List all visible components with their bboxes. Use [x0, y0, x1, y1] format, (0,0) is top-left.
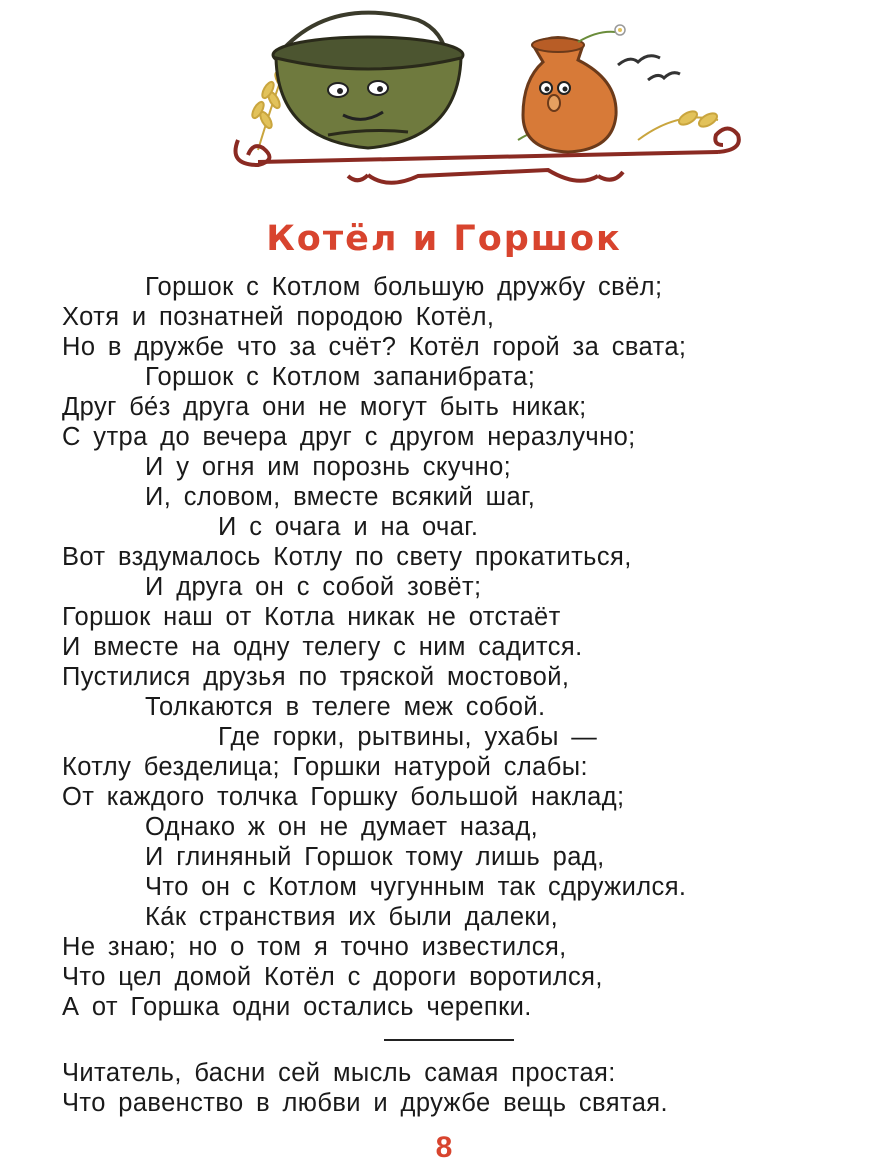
clay-pot-icon: [523, 38, 616, 153]
verse-line: Котлу безделица; Горшки натурой слабы:: [62, 753, 588, 781]
cauldron-icon: [273, 13, 463, 148]
header-illustration: [218, 0, 748, 192]
verse-line: Но в дружбе что за счёт? Котёл горой за свата;: [62, 333, 687, 361]
page-number: 8: [435, 1131, 453, 1164]
verse-line: И друга он с собой зовёт;: [145, 573, 482, 601]
flower-icon: [578, 25, 625, 42]
verse-line: Что цел домой Котёл с дороги воротился,: [62, 963, 603, 991]
verse-line: А от Горшка одни остались черепки.: [62, 993, 532, 1021]
moral-line: Читатель, басни сей мысль самая простая:: [62, 1059, 616, 1087]
moral-line: Что равенство в любви и дружбе вещь святая.: [62, 1089, 668, 1117]
birds-icon: [618, 56, 680, 80]
verse-line: Горшок с Котлом запанибрата;: [145, 363, 536, 391]
verse-line: И, словом, вместе всякий шаг,: [145, 483, 536, 511]
verse-line: Друг бе́з друга они не могут быть никак;: [62, 393, 587, 421]
verse-line: От каждого толчка Горшку большой наклад;: [62, 783, 625, 811]
verse-line: Не знаю; но о том я точно известился,: [62, 933, 567, 961]
verse-line: Однако ж он не думает назад,: [145, 813, 539, 841]
verse-line: Пустилися друзья по тряской мостовой,: [62, 663, 570, 691]
verse-line: Вот вздумалось Котлу по свету прокатиться,: [62, 543, 632, 571]
verse-line: Ка́к странствия их были далеки,: [145, 903, 559, 931]
verse-line: Хотя и познатней породою Котёл,: [62, 303, 495, 331]
verse-line: Что он с Котлом чугунным так сдружился.: [145, 873, 687, 901]
verse-line: И с очага и на очаг.: [218, 513, 479, 541]
fable-title: Котёл и Горшок: [266, 219, 622, 259]
verse-line: Горшок с Котлом большую дружбу свёл;: [145, 273, 663, 301]
verse-line: И вместе на одну телегу с ним садится.: [62, 633, 583, 661]
verse-line: С утра до вечера друг с другом неразлучно;: [62, 423, 636, 451]
verse-line: Горшок наш от Котла никак не отстаёт: [62, 603, 561, 631]
section-divider: [384, 1039, 514, 1041]
verse-line: И глиняный Горшок тому лишь рад,: [145, 843, 605, 871]
verse-line: Где горки, рытвины, ухабы —: [218, 723, 598, 751]
verse-line: И у огня им порознь скучно;: [145, 453, 512, 481]
verse-line: Толкаются в телеге меж собой.: [145, 693, 546, 721]
ornament-icon: [236, 129, 739, 183]
